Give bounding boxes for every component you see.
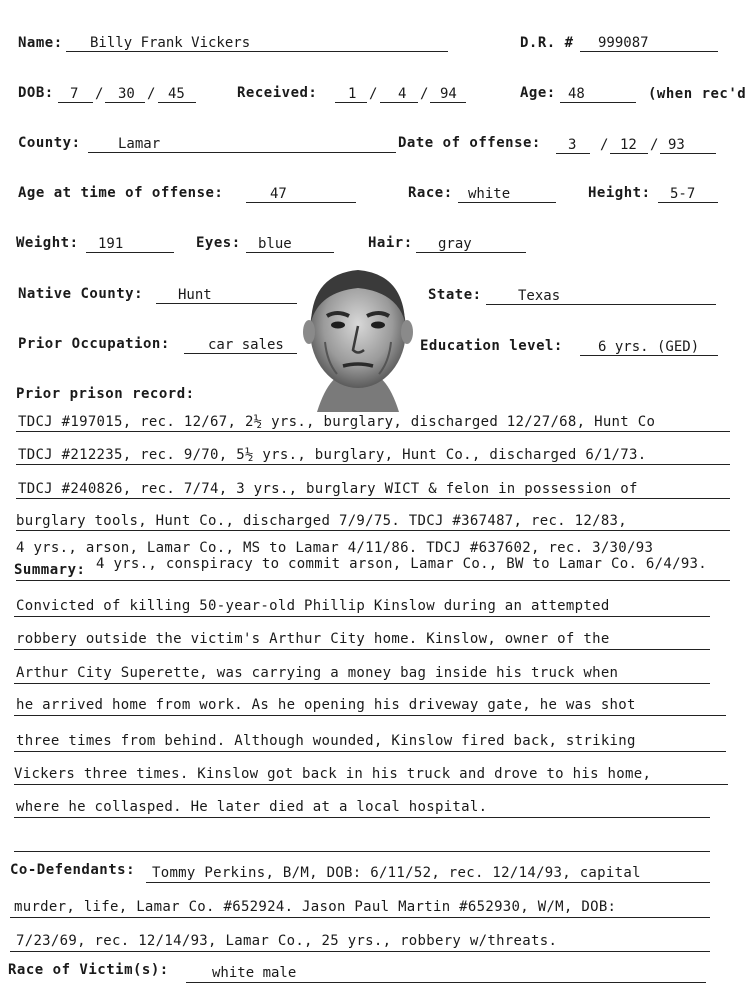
eyes-label: Eyes: <box>196 235 241 251</box>
height-label: Height: <box>588 185 651 201</box>
prior-line-3 <box>16 498 730 499</box>
hair-label: Hair: <box>368 235 413 251</box>
race-label: Race: <box>408 185 453 201</box>
rec-slash-1: / <box>369 86 378 102</box>
summary-rule-2 <box>14 649 710 650</box>
dob-slash-2: / <box>147 86 156 102</box>
prior-line-1 <box>16 431 730 432</box>
state-value: Texas <box>518 288 561 304</box>
education-line <box>580 355 718 356</box>
summary-line-1: Convicted of killing 50-year-old Phillip Kinslow during an attempted <box>16 598 610 614</box>
age-value: 48 <box>568 86 585 102</box>
rec-month-line <box>335 102 367 103</box>
rec-month: 1 <box>348 86 357 102</box>
weight-value: 191 <box>98 236 124 252</box>
summary-label: Summary: <box>14 562 86 578</box>
summary-head-line <box>16 580 730 581</box>
off-month-line <box>556 153 590 154</box>
dr-value: 999087 <box>598 35 649 51</box>
prior-record-label: Prior prison record: <box>16 386 195 402</box>
summary-line-2: robbery outside the victim's Arthur City home. Kinslow, owner of the <box>16 631 610 647</box>
off-day: 12 <box>620 137 637 153</box>
off-slash-1: / <box>600 137 609 153</box>
codefendant-line-3: 7/23/69, rec. 12/14/93, Lamar Co., 25 yrs., robbery w/threats. <box>16 933 558 949</box>
eyes-line <box>246 252 334 253</box>
summary-rule-5 <box>14 751 726 752</box>
hair-line <box>416 252 526 253</box>
hair-value: gray <box>438 236 472 252</box>
off-year-line <box>660 153 716 154</box>
summary-rule-3 <box>14 683 710 684</box>
age-offense-label: Age at time of offense: <box>18 185 224 201</box>
prior-occupation-line <box>184 353 298 354</box>
prior-record-line-3: TDCJ #240826, rec. 7/74, 3 yrs., burglary WICT & felon in possession of <box>18 481 638 497</box>
state-line <box>486 304 716 305</box>
summary-line-6: Vickers three times. Kinslow got back in his truck and drove to his home, <box>14 766 652 782</box>
county-label: County: <box>18 135 81 151</box>
rec-day: 4 <box>398 86 407 102</box>
dr-underline <box>580 51 718 52</box>
dob-month-line <box>58 102 93 103</box>
county-line <box>88 152 396 153</box>
age-note: (when rec'd <box>648 86 746 102</box>
age-offense-line <box>246 202 356 203</box>
inmate-photo <box>297 262 419 412</box>
eyes-value: blue <box>258 236 292 252</box>
summary-rule-1 <box>14 616 710 617</box>
height-line <box>658 202 718 203</box>
codef-rule-3 <box>10 951 710 952</box>
prior-line-2 <box>16 464 730 465</box>
date-offense-label: Date of offense: <box>398 135 541 151</box>
name-label: Name: <box>18 35 63 51</box>
dob-day-line <box>105 102 145 103</box>
dob-year: 45 <box>168 86 185 102</box>
dob-month: 7 <box>70 86 79 102</box>
prior-occupation-value: car sales <box>208 337 284 353</box>
codefendant-line-1: Tommy Perkins, B/M, DOB: 6/11/52, rec. 12/14/93, capital <box>152 865 641 881</box>
dob-day: 30 <box>118 86 135 102</box>
rec-day-line <box>380 102 418 103</box>
native-county-label: Native County: <box>18 286 144 302</box>
summary-line-5: three times from behind. Although wounded, Kinslow fired back, striking <box>16 733 636 749</box>
race-victim-line <box>186 982 706 983</box>
off-slash-2: / <box>650 137 659 153</box>
education-label: Education level: <box>420 338 563 354</box>
summary-rule-8 <box>14 851 710 852</box>
age-label: Age: <box>520 85 556 101</box>
prior-line-4 <box>16 530 730 531</box>
off-year: 93 <box>668 137 685 153</box>
codef-rule-1 <box>146 882 710 883</box>
summary-line-7: where he collasped. He later died at a local hospital. <box>16 799 488 815</box>
codefendant-line-2: murder, life, Lamar Co. #652924. Jason Paul Martin #652930, W/M, DOB: <box>14 899 617 915</box>
dob-year-line <box>158 102 196 103</box>
name-value: Billy Frank Vickers <box>90 35 251 51</box>
received-label: Received: <box>237 85 318 101</box>
summary-line-4: he arrived home from work. As he opening his driveway gate, he was shot <box>16 697 636 713</box>
native-county-line <box>156 303 298 304</box>
off-day-line <box>610 153 648 154</box>
age-line <box>560 102 636 103</box>
codefendants-label: Co-Defendants: <box>10 862 136 878</box>
summary-rule-4 <box>14 715 726 716</box>
native-county-value: Hunt <box>178 287 212 303</box>
summary-rule-6 <box>14 784 728 785</box>
rec-year-line <box>430 102 466 103</box>
race-value: white <box>468 186 511 202</box>
education-value: 6 yrs. (GED) <box>598 339 700 355</box>
dob-label: DOB: <box>18 85 54 101</box>
prior-record-line-2: TDCJ #212235, rec. 9/70, 5½ yrs., burglary, Hunt Co., discharged 6/1/73. <box>18 447 647 463</box>
weight-label: Weight: <box>16 235 79 251</box>
rec-slash-2: / <box>420 86 429 102</box>
name-underline <box>66 51 448 52</box>
summary-line-3: Arthur City Superette, was carrying a money bag inside his truck when <box>16 665 619 681</box>
dr-label: D.R. # <box>520 35 574 51</box>
race-victim-value: white male <box>212 965 297 981</box>
height-value: 5-7 <box>670 186 696 202</box>
rec-year: 94 <box>440 86 457 102</box>
prior-record-line-4: burglary tools, Hunt Co., discharged 7/9/75. TDCJ #367487, rec. 12/83, <box>16 513 628 529</box>
prior-occupation-label: Prior Occupation: <box>18 336 170 352</box>
age-offense-value: 47 <box>270 186 287 202</box>
race-victim-label: Race of Victim(s): <box>8 962 169 978</box>
dob-slash-1: / <box>95 86 104 102</box>
race-line <box>458 202 556 203</box>
codef-rule-2 <box>10 917 710 918</box>
weight-line <box>86 252 174 253</box>
summary-rule-7 <box>14 817 710 818</box>
prior-record-line-6: 4 yrs., conspiracy to commit arson, Lamar Co., BW to Lamar Co. 6/4/93. <box>96 556 708 572</box>
state-label: State: <box>428 287 482 303</box>
off-month: 3 <box>568 137 577 153</box>
prior-record-line-5: 4 yrs., arson, Lamar Co., MS to Lamar 4/11/86. TDCJ #637602, rec. 3/30/93 <box>16 540 654 556</box>
county-value: Lamar <box>118 136 161 152</box>
prior-record-line-1: TDCJ #197015, rec. 12/67, 2½ yrs., burglary, discharged 12/27/68, Hunt Co <box>18 414 656 430</box>
